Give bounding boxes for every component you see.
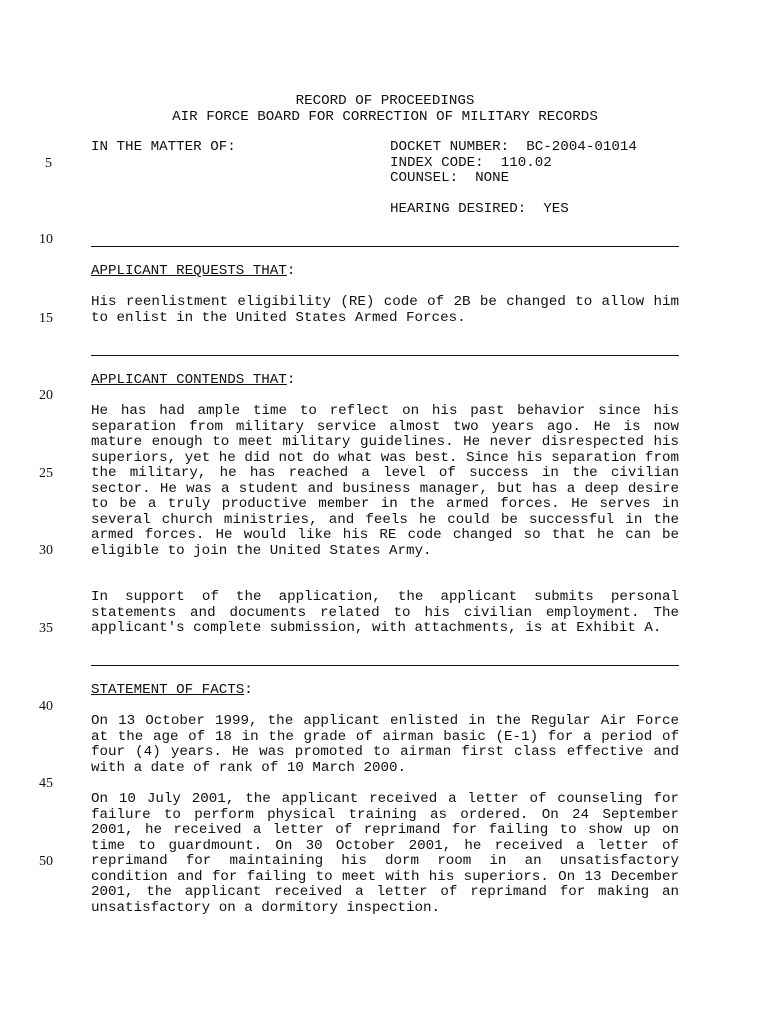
- facts-paragraph-2: [91, 792, 679, 916]
- paragraph-text: He has had ample time to reflect on his past behavior since his separation from military service almost two years ago. He is now mature enough to meet military guidelines. He never disrespected his superiors, yet he did not do what was best. Since his separation from the military, he has reached a level of success in the civilian sector. He was a student and business manager, but has a deep desire to be a truly productive member in the armed forces. He serves in several church ministries, and feels he could be successful in the armed forces. He would like his RE code changed so that he can be eligible to join the United States Army.: [91, 403, 679, 559]
- contends-heading-line: [91, 373, 295, 389]
- line-number: 10: [39, 232, 53, 247]
- line-number: 45: [39, 776, 53, 791]
- line-number: 15: [39, 311, 53, 326]
- docket-number: DOCKET NUMBER: BC-2004-01014: [390, 139, 637, 155]
- facts-paragraph-1: [91, 714, 679, 776]
- contends-paragraph-2: [91, 590, 679, 637]
- hearing-desired: HEARING DESIRED: YES: [390, 201, 569, 217]
- line-number: 5: [45, 156, 52, 171]
- line-number: 30: [39, 543, 53, 558]
- section-heading: STATEMENT OF FACTS: [91, 682, 245, 698]
- line-number: 20: [39, 388, 53, 403]
- facts-heading-line: [91, 683, 253, 699]
- paragraph-text: On 13 October 1999, the applicant enlisted in the Regular Air Force at the age of 18 in the grade of airman basic (E-1) for a period of four (4) years. He was promoted to airman first class effective and with a date of rank of 10 March 2000.: [91, 713, 679, 776]
- paragraph-text: On 10 July 2001, the applicant received a letter of counseling for failure to perform physical training as ordered. On 24 September 2001, he received a letter of reprimand for failing to show up on time to guardmount. On 30 October 2001, he received a letter of reprimand for maintaining his dorm room in an unsatisfactory condition and for failing to meet with his superiors. On 13 December 2001, the applicant received a letter of reprimand for making an unsatisfactory on a dormitory inspection.: [91, 791, 679, 916]
- paragraph-text: In support of the application, the applicant submits personal statements and documents related to his civilian employment. The applicant's complete submission, with attachments, is at Exhibit A.: [91, 589, 679, 636]
- heading-colon: :: [286, 263, 296, 279]
- line-number: 35: [39, 621, 53, 636]
- line-number: 40: [39, 699, 53, 714]
- document-subtitle: AIR FORCE BOARD FOR CORRECTION OF MILITARY RECORDS: [172, 109, 598, 125]
- heading-colon: :: [286, 372, 296, 388]
- paragraph-text: His reenlistment eligibility (RE) code of 2B be changed to allow him to enlist in the United States Armed Forces.: [91, 294, 679, 326]
- section-divider: [91, 665, 679, 666]
- line-number: 25: [39, 466, 53, 481]
- section-divider: [91, 246, 679, 247]
- section-divider: [91, 355, 679, 356]
- contends-paragraph-1: [91, 404, 679, 559]
- document-title: RECORD OF PROCEEDINGS: [295, 93, 475, 109]
- counsel: COUNSEL: NONE: [390, 170, 510, 186]
- requests-paragraph: [91, 295, 679, 326]
- section-heading: APPLICANT REQUESTS THAT: [91, 263, 287, 279]
- line-number: 50: [39, 854, 53, 869]
- section-heading: APPLICANT CONTENDS THAT: [91, 372, 287, 388]
- in-the-matter-of-label: IN THE MATTER OF:: [91, 139, 236, 155]
- index-code: INDEX CODE: 110.02: [390, 155, 552, 171]
- heading-colon: :: [244, 682, 253, 698]
- requests-heading-line: [91, 264, 295, 280]
